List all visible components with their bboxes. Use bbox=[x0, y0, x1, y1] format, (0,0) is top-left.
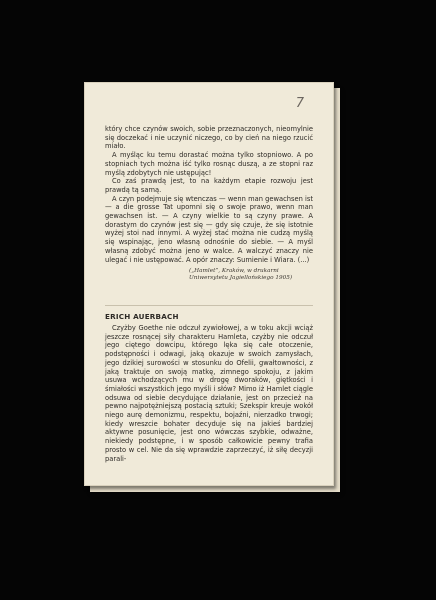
page-number: 7 bbox=[295, 96, 304, 111]
citation-line-1: („Hamlet”, Kraków, w drukarni bbox=[189, 268, 279, 274]
source-citation bbox=[189, 268, 321, 282]
auerbach-paragraph: Czyżby Goethe nie odczuł zywiołowej, a w toku akcji wciąż jeszcze rosnącej siły charakteru Hamleta, czyżby nie odczuł jego ciętego dowcipu, którego lęka się całe otoczenie, podstępności i odwagi, jaką okazuje w swoich zamysłach, jego dzikiej surowości w stosunku do Ofelii, gwałtowności, z jaką traktuje on swoją matkę, zimnego spokoju, z jakim usuwa wchodzących mu w drogę dworaków, giętkości i śmiałości wszystkich jego myśli i słów? Mimo iż Hamlet ciągle odsuwa od siebie decydujące działanie, jest on przecież na pewno najpotężniejszą postacią sztuki; Szekspir kreuje wokół niego aurę demonizmu, respektu, bojaźni, nierzadko trwogi; kiedy wreszcie bohater decyduje się na jakieś bardziej aktywne posunięcie, jest ono wówczas szybkie, odważne, niekiedy podstępne, i w sposób całkowicie pewny trafia prosto w cel. Nie da się wprawdzie zaprzeczyć, iż siłę decyzji parali- bbox=[105, 324, 313, 463]
section-divider bbox=[105, 305, 313, 306]
intro-paragraph-2: A myśląc ku temu dorastać można tylko stopniowo. A po stopniach tych można iść tylko rosnąc duszą, a ze stopni raz myślą zdobytych nie ustępując! bbox=[105, 151, 313, 177]
intro-paragraph-3: Co zaś prawdą jest, to na każdym etapie rozwoju jest prawdą tą samą. bbox=[105, 177, 313, 194]
document-page bbox=[84, 82, 334, 486]
citation-line-2: Uniwersytetu Jagiellońskiego 1905) bbox=[189, 275, 293, 281]
auerbach-text-block bbox=[105, 324, 313, 463]
intro-paragraph-1: który chce czynów swoich, sobie przeznaczonych, nieomylnie się doczekać i nie uczynić niczego, co by cień na niego rzucić miało. bbox=[105, 125, 313, 151]
intro-paragraph-4: A czyn podejmuje się wtenczas — wenn man gewachsen ist — a die grosse Tat upomni się o swoje prawo, wenn man gewachsen ist. — A czyny wielkie to są czyny prawe. A dorastym do czynów jest się — gdy się czuje, że się istotnie wyżej stoi nad innymi. A wyżej stać można nie cudzą myślą się wspinając, jeno własną odnośnie do siebie. — A myśl własną zdobyć można jeno w walce. A walczyć znaczy nie ulegać i nie ustępować. A opór znaczy: Sumienie i Wiara. (...) bbox=[105, 194, 313, 264]
section-title: ERICH AUERBACH bbox=[105, 312, 179, 321]
intro-text-block bbox=[105, 125, 313, 264]
